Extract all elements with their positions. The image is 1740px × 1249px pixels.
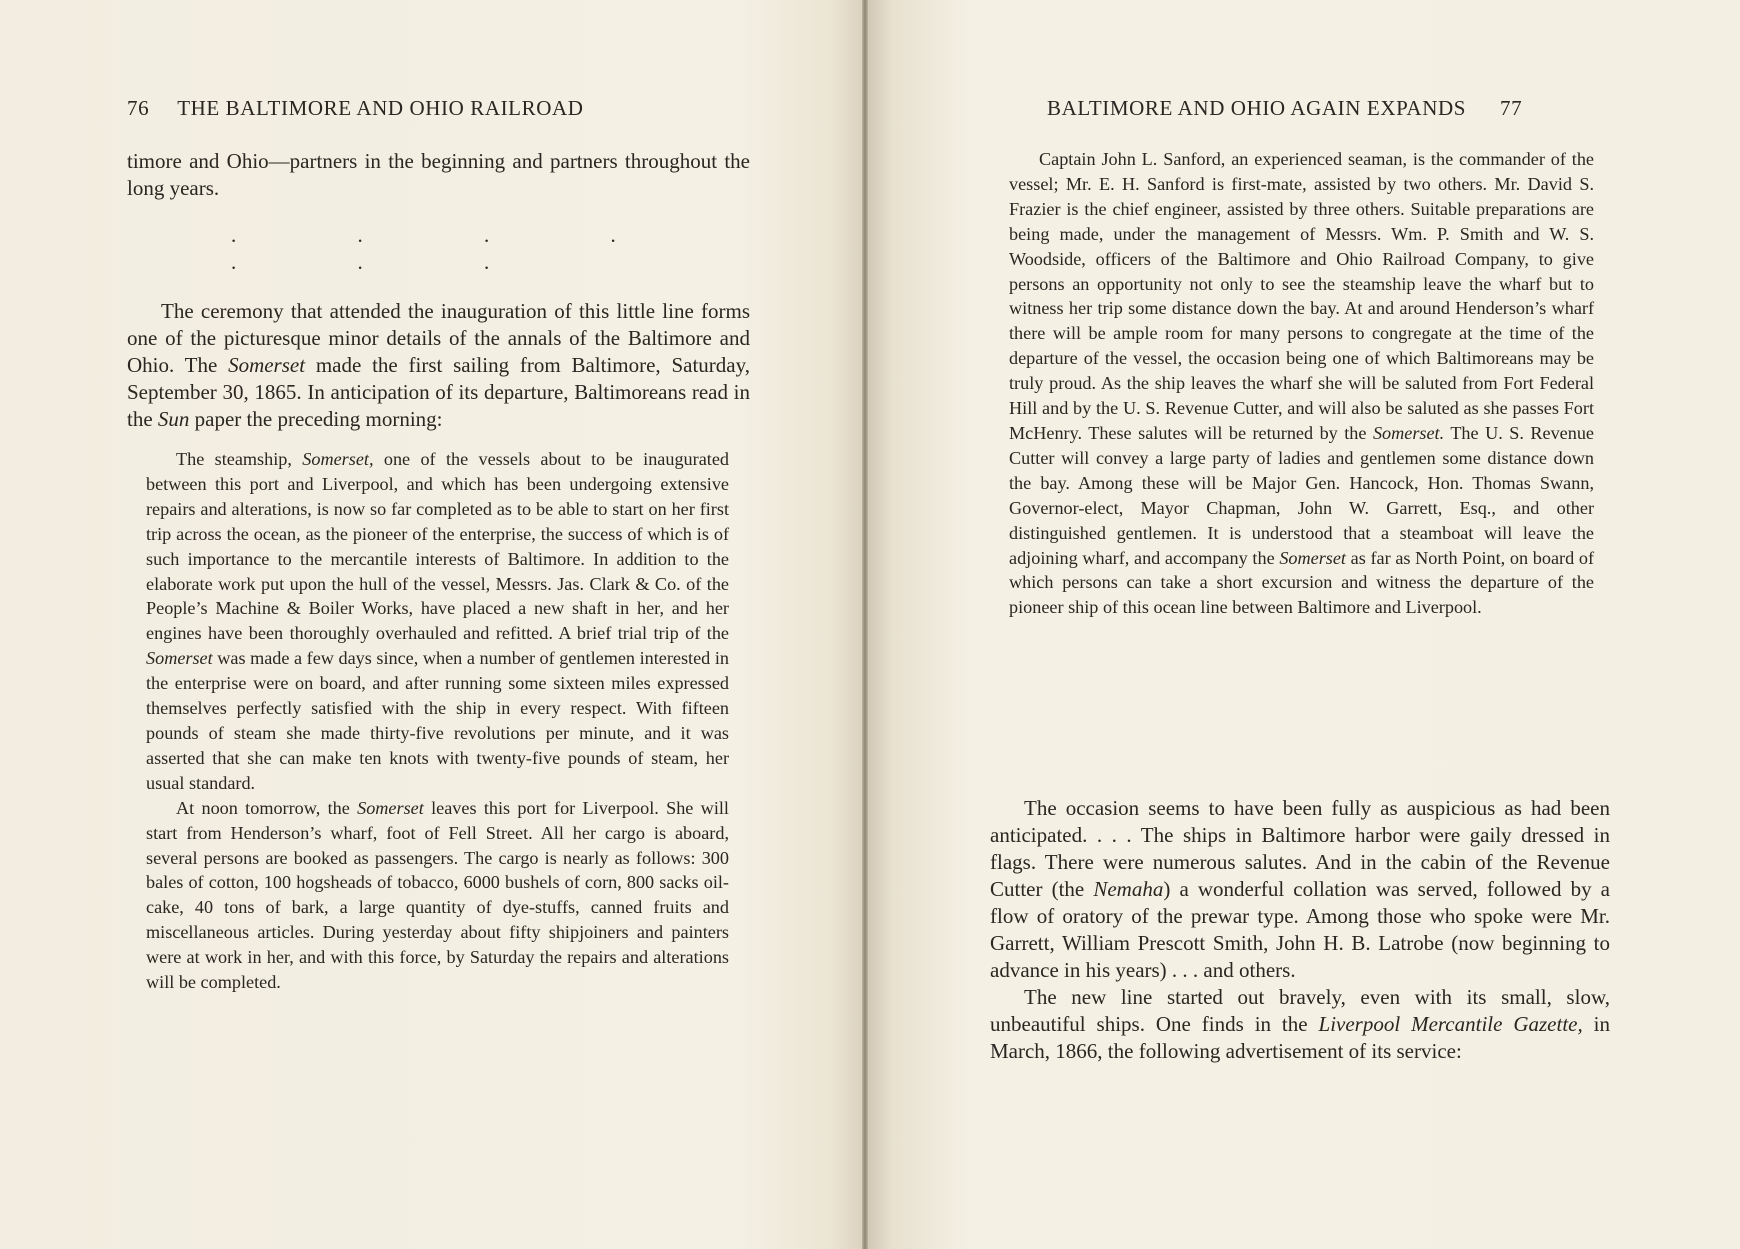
ship-name: Somerset. (1372, 422, 1445, 443)
text-run: paper the preceding morning: (189, 407, 443, 431)
ship-name: Somerset (228, 353, 306, 377)
ceremony-paragraph (127, 298, 750, 433)
text-run: The occasion seems to have been fully as auspicious as had been anticipated. . . . The ships in Baltimore harbor were gaily dressed in flags. There were numerous salutes. And in the cabin of the Revenue Cutter (the (990, 796, 1610, 901)
ship-name: Nemaha (1093, 877, 1164, 901)
text-run: The new line started out bravely, even with its small, slow, unbeautiful ships. One finds in the (990, 985, 1610, 1036)
quote-paragraph-steamship (146, 447, 729, 796)
quote-paragraph-crew (1009, 147, 1594, 620)
ship-name: Somerset, (302, 449, 374, 469)
right-body-text (990, 795, 1610, 1065)
text-run: was made a few days since, when a number of gentlemen interested in the enterprise were on board, and after running some sixteen miles expressed themselves perfectly satisfied with the ship in every respect. With fifteen pounds of steam she made thirty-five revolutions per minute, and it was asserted that she can make ten knots with twenty-five pounds of steam, her usual standard. (146, 648, 729, 793)
text-run: one of the vessels about to be inaugurated between this port and Liverpool, and which has been undergoing extensive repairs and alterations, is now so far completed as to be able to start on her first trip across the ocean, as the pioneer of the enterprise, the success of which is of such importance to the mercantile interests of Baltimore. In addition to the elaborate work put upon the hull of the vessel, Messrs. Jas. Clark & Co. of the People’s Machine & Boiler Works, have placed a new shaft in her, and her engines have been thoroughly overhauled and refitted. A brief trial trip of the (146, 449, 729, 644)
occasion-paragraph (990, 795, 1610, 984)
text-run: leaves this port for Liverpool. She will start from Henderson’s wharf, foot of Fell Street. All her cargo is aboard, several persons are booked as passengers. The cargo is nearly as follows: 300 bales of cotton, 100 hogsheads of tobacco, 6000 bushels of corn, 800 sacks oil-cake, 40 tons of bark, a large quantity of dye-stuffs, canned fruits and miscellaneous articles. During yesterday about fifty shipjoiners and painters were at work in her, and with this force, by Saturday the repairs and alterations will be completed. (146, 797, 729, 993)
ship-name: Somerset (357, 797, 424, 818)
right-running-head (1047, 96, 1522, 121)
text-run: in March, 1866, the following advertisement of its service: (990, 1012, 1610, 1063)
ship-name: Somerset (1279, 547, 1346, 568)
right-page-number: 77 (1500, 96, 1523, 120)
text-run: made the first sailing from Baltimore, Saturday, September 30, 1865. In anticipation of its departure, Baltimoreans read in the (127, 353, 750, 431)
book-gutter (862, 0, 868, 1249)
text-run: The steamship, (176, 449, 303, 469)
text-run: as far as North Point, on board of which persons can take a short excursion and witness the departure of the pioneer ship of this ocean line between Baltimore and Liverpool. (1009, 547, 1594, 618)
text-run: ) a wonderful collation was served, followed by a flow of oratory of the prewar type. Among those who spoke were Mr. Garrett, William Prescott Smith, John H. B. Latrobe (now beginning to advance in his years) . . . and others. (990, 877, 1610, 982)
left-running-head (127, 96, 584, 121)
section-break-dots: . . . . . . . (231, 223, 674, 274)
text-run: The U. S. Revenue Cutter will convey a large party of ladies and gentlemen some distance down the bay. Among these will be Major Gen. Hancock, Hon. Thomas Swann, Governor-elect, Mayor Chapman, John W. Garrett, Esq., and other distinguished gentlemen. It is understood that a steamboat will leave the adjoining wharf, and accompany the (1009, 422, 1594, 568)
left-header-title: THE BALTIMORE AND OHIO RAILROAD (177, 96, 584, 120)
gazette-name: Liverpool Mercantile Gazette, (1318, 1012, 1583, 1036)
left-page-number: 76 (127, 96, 150, 120)
text-run: The ceremony that attended the inauguration of this little line forms one of the picturesque minor details of the annals of the Baltimore and Ohio. The (127, 299, 750, 377)
left-body-text (127, 148, 750, 433)
left-block-quote (146, 447, 729, 995)
right-header-title: BALTIMORE AND OHIO AGAIN EXPANDS (1047, 96, 1467, 120)
quote-paragraph-cargo (146, 796, 729, 995)
new-line-paragraph (990, 984, 1610, 1065)
newspaper-name: Sun (157, 407, 190, 431)
text-run: At noon tomorrow, the (176, 797, 358, 818)
right-block-quote (1009, 147, 1594, 620)
continuation-paragraph: timore and Ohio—partners in the beginning and partners throughout the long years. (127, 149, 750, 200)
text-run: Captain John L. Sanford, an experienced seaman, is the commander of the vessel; Mr. E. H. Sanford is first-mate, assisted by two others. Mr. David S. Frazier is the chief engineer, assisted by three others. Suitable preparations are being made, under the management of Messrs. Wm. P. Smith and W. S. Woodside, officers of the Baltimore and Ohio Railroad Company, to give persons an opportunity not only to see the steamship leave the wharf but to witness her trip some distance down the bay. At and around Henderson’s wharf there will be ample room for many persons to congregate at the time of the departure of the vessel, the occasion being one of which Baltimoreans may be truly proud. As the ship leaves the wharf she will be saluted from Fort Federal Hill and by the U. S. Revenue Cutter, and will also be saluted as she passes Fort McHenry. These salutes will be returned by the (1009, 149, 1594, 443)
ship-name: Somerset (146, 648, 213, 669)
